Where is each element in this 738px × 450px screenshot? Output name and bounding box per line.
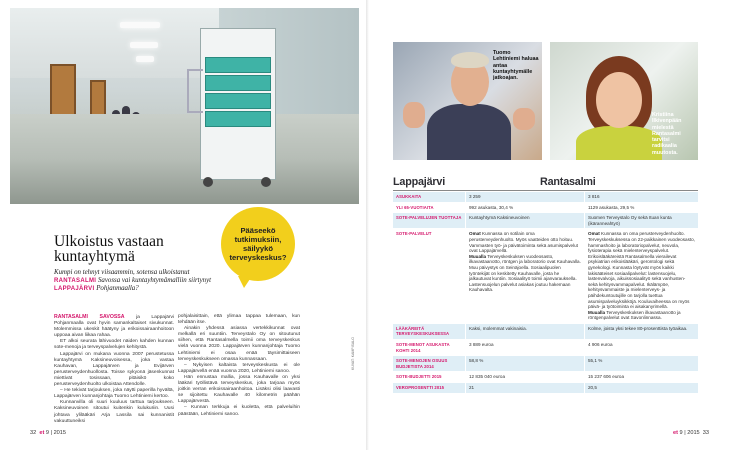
cell-lappajarvi: 3 889 euroa <box>466 340 585 356</box>
ceiling-light <box>130 42 158 48</box>
cell-rantasalmi: Omat Kunnassa on oma perusterveydenhuolto. Terveyskeskuksessa on 22-paikkainen vuodeosasto, hammashoito ja laboratoriopalvelut, neuvola, fysioterapia sekä mielenterveyspalvelut. Erikoislääkäreistä Rantasalmella vierailevat psykiatrian erikoislääkäri, gerontologi sekä gynekologi. Kunnasta löytyvät myös kaikki lakisääteiset sosiaalipalvelut: lastensuojelu, lastenvalvoja, aikuissosiaalityö sekä vanhusten- sekä kehitysvammapalvelut. Ikälämpöe, kehitysvammaiste ja mielenterveys- ja päihdekuntoutujille on tarjolla tuettua asumispalveluyksikköjä. Kouluvaiheessa on myös päivä- ja työtoiminta ei aisakanyrimellä. Muualla Terveyskeskuksen ilkavastaanotto ja röntgenpalvelut ovat Savonlinnassa. <box>585 229 699 324</box>
body-column-2 <box>178 314 300 418</box>
ceiling-light <box>136 56 154 62</box>
paragraph: Ainakin yhdessä asiassa vertekkikunnat ovat melkallä eri suuntiin. Terveystalo Oy on sitoutunut siihen, että Rantasalmella toimii oma terveyskeskus vielä vuonna 2020. Lappajärven kunnanjohtaja Tuomo Lehtiniemi ei osaa enää täysimittaiseen terveyskeskukseen omassa kunnassaan. <box>178 326 300 362</box>
page-number: 33 <box>702 430 710 436</box>
paragraph: Hän ennustaa mallia, jossa Kauhavalle on yksi lääkäri työllistävä terveyskeskus, joka tarjoaa myös joitkin verran erikoissairaanhoitoa. Lisäksi olisi laavasti se sijoitettu Kauhavalle 40 kilometrin päähän Lappajärvestä. <box>178 374 300 405</box>
suit <box>427 104 511 160</box>
cell-rantasalmi: 3 816 <box>585 192 699 202</box>
cell-lappajarvi: 58,8 % <box>466 356 585 372</box>
cell-rantasalmi: Kolme, joista yksi tekee 80-prosenttista työaikaa. <box>585 323 699 339</box>
table-row <box>393 323 698 339</box>
bubble-tail <box>238 276 252 288</box>
photo-caption: Tuomo Lehtiniemi haluaa antaa kuntayhtymälle jatkoajan. <box>493 50 539 82</box>
table-row <box>393 383 698 394</box>
row-label: SOTE-MENOJEN OSUUS BUDJETISTA 2014 <box>393 356 466 372</box>
paragraph: Kunnanvilla oli suuri kuuluus tarttua tarjoukseen. Kaksineuvoinen sitoutui kuitenkin kulukuriin. Uusi johtava ylilääkäri Arja Lassila sai kunnanistit vakuuttuneiksi <box>54 400 174 424</box>
magazine-brand: et <box>673 430 678 436</box>
sweater <box>576 126 662 160</box>
article-lead: Kumpi on tehnyt viisaammin, sotensa ulkoistanut RANTASALMI Savossa vai kuntayhtymämalliin siirtynyt LAPPAJÄRVI Pohjanmaalla? <box>54 269 212 293</box>
photo-credit: KUVAT: KAMPISALO <box>351 337 355 370</box>
right-page <box>369 0 738 450</box>
cell-lappajarvi: 21 <box>466 383 585 394</box>
table-row <box>393 202 698 213</box>
bubble-text: Pääseekö tutkimuksiin, säilyykö terveyskeskus? <box>229 226 287 262</box>
body-column-1 <box>54 314 174 425</box>
cell-lappajarvi: Omat Kunnassa on sotilain oma perusterveydenhuolto. Myös vaatteiden otto hoituu. Vammasten työ- ja päivätoiminta sekä asumispalvelut ovat Lappajärvellä. Muualla Terveyskeskuksen vuodeosasto, ilkavastaanotto, röntgen ja laboratorio ovat Kauhavalla. Muu päivystys on Seinäjoella. Sosiaalipuolen työntekijät on keskitetty Kauhavalle, josta he jalkautuvat kuntiin. Sosiaalityö toimii ajanvarauksella. Lastensuojelun palvelut asiakas joutuu hakemaan Kauhavalta. <box>466 229 585 324</box>
table-row <box>393 213 698 229</box>
cell-rantasalmi: Suomen Terveystalo Oy sekä Ituan kunta (ikäranneahtyö) <box>585 213 699 229</box>
cell-rantasalmi: 1129 asukasta, 29,5 % <box>585 202 699 213</box>
hospital-corridor-photo <box>10 8 359 204</box>
cell-lappajarvi: 3 259 <box>466 192 585 202</box>
page-number: 32 <box>30 430 37 436</box>
table-row <box>393 229 698 324</box>
page-footer-left <box>30 430 66 436</box>
heading-lappajarvi: Lappajärvi <box>393 176 446 188</box>
face <box>596 72 642 128</box>
cell-rantasalmi: 55,1 % <box>585 356 699 372</box>
portrait-tuomo-lehtiniemi <box>393 42 542 160</box>
divider <box>393 190 698 191</box>
table-row <box>393 340 698 356</box>
table-row <box>393 356 698 372</box>
question-bubble <box>221 207 295 281</box>
comparison-table <box>393 192 698 394</box>
photo-caption: Kristiina Ilkivenpään mielestä Rantasalmi tarvitsi radikaalia muutosta. <box>652 112 682 156</box>
paragraph: ET alkoi seurata lähivuodet näiden kahden kunnan sote-menoja ja terveyspalvelujen kehitystä. <box>54 339 174 351</box>
row-label: SOTE-MENOT ASUKASTA KOHTI 2014 <box>393 340 466 356</box>
cell-lappajarvi: 992 asukasta, 30,4 % <box>466 202 585 213</box>
row-label: SOTE-BUDJETTI 2015 <box>393 372 466 383</box>
medical-cart <box>200 28 276 180</box>
paragraph: – Nykyisen kaltaista terveyskeskusta ei ole Lappajärvellä enää vuonna 2020, Lehtiniemi sanoo. <box>178 362 300 374</box>
paragraph: pohjalaisittain, että ylimaa tappaa tulemaan, kun tehdään itse. <box>178 314 300 326</box>
hair <box>451 52 489 68</box>
table-row <box>393 372 698 383</box>
issue-number: 9 | 2015 <box>679 430 700 436</box>
floor <box>10 114 359 204</box>
row-label: SOTE-PALVELUJEN TUOTTAJA <box>393 213 466 229</box>
row-label: YLI 65-VUOTIAITA <box>393 202 466 213</box>
hand <box>513 108 535 130</box>
cell-lappajarvi: 12 835 040 euroa <box>466 372 585 383</box>
hand <box>403 102 425 128</box>
portrait-kristiina-ilkivenpaa <box>550 42 698 160</box>
paragraph: – He tekivät tarjouksen, joka näytti paperilla hyvältä, Lappajärven kunnanjohtaja Tuomo Lehtiniemi kertoo. <box>54 388 174 400</box>
ceiling-light <box>120 22 160 28</box>
page-footer-right <box>673 430 709 436</box>
heading-rantasalmi: Rantasalmi <box>540 176 596 188</box>
issue-number: 9 | 2015 <box>45 430 67 436</box>
row-label: SOTE-PALVELUT <box>393 229 466 324</box>
table-row <box>393 192 698 202</box>
cell-rantasalmi: 20,5 <box>585 383 699 394</box>
paragraph: RANTASALMI SAVOSSA ja Lappajärvi Pohjanmaalla ovat hyvin samankaltaiset sivukunnat. Molemmissa ukeskit häätyny ja erikoissairaanhoitoon uppoaa aivan liikaa rahaa. <box>54 314 174 339</box>
cell-lappajarvi: Kuntayhtymä Kaksineuvoinen <box>466 213 585 229</box>
cell-rantasalmi: 4 906 euroa <box>585 340 699 356</box>
cell-rantasalmi: 15 237 606 euroa <box>585 372 699 383</box>
row-label: ASUKKAITA <box>393 192 466 202</box>
paragraph: Lappajärvi on mukana vuonna 2007 perustetussa kuntayhtymä Kaksineuvoisessa, joka vastaa Kauhavan, Lappajärven ja Evijärven perusterveydenhuollosta. Toisse sykyonä jäsenkunnat miettivät tosissaan, pitäisikö koko perusterveydenhuolto ulkoistaa Attendolle. <box>54 351 174 388</box>
magazine-brand: et <box>39 430 45 436</box>
paragraph: – Kunnan terkkuja ei kuoletta, että palveluihin päästään, Lehtiniemi sanoo. <box>178 405 300 417</box>
row-label: VEROPROSENTTI 2015 <box>393 383 466 394</box>
cell-lappajarvi: Kaksi, molemmat vakinaisia. <box>466 323 585 339</box>
article-headline: Ulkoistus vastaan kuntayhtymä <box>54 233 164 265</box>
row-label: LÄÄKÄREITÄ TERVEYSKESKUKSESSA <box>393 323 466 339</box>
